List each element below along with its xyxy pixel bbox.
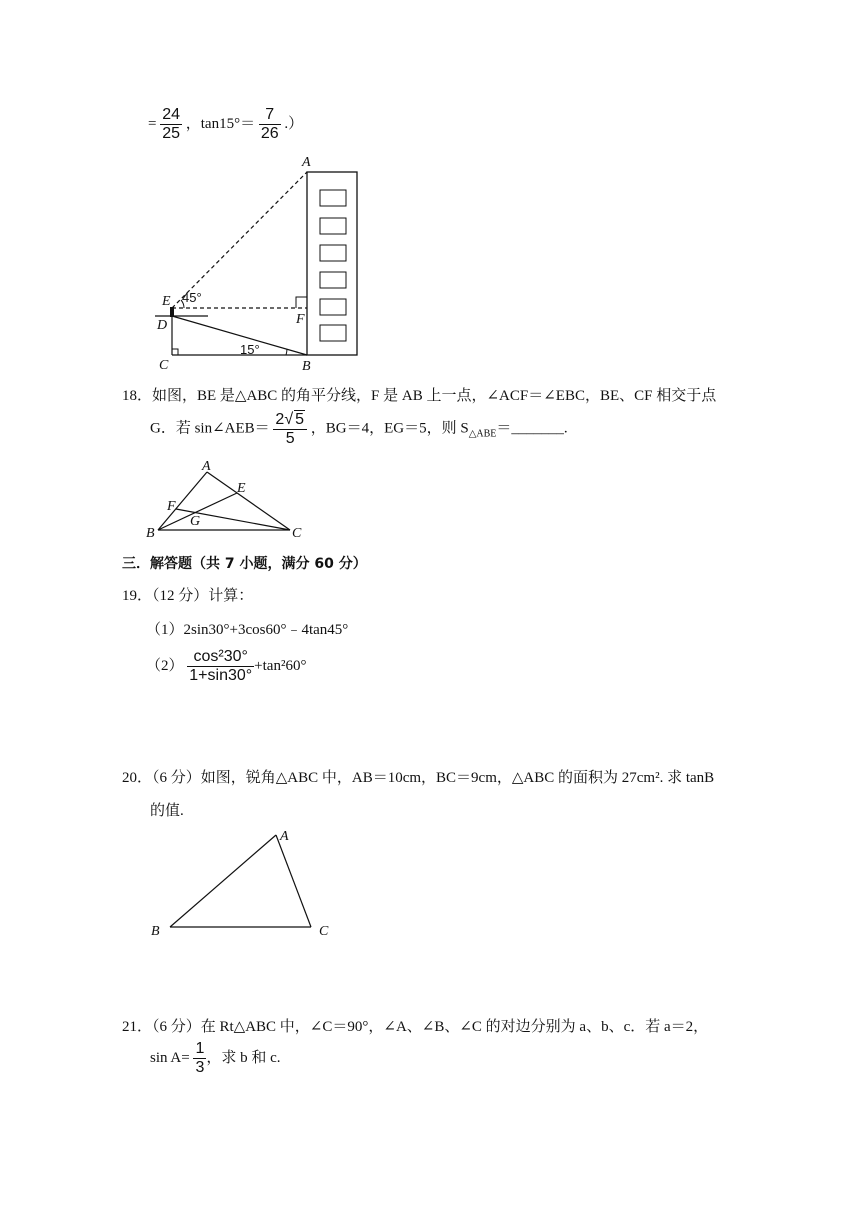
fraction-denominator: 25 xyxy=(162,125,181,142)
window xyxy=(320,272,346,288)
fraction-denominator: 1+sin30° xyxy=(189,667,253,684)
fraction-2root5-over-5 xyxy=(273,410,307,448)
fraction-numerator: cos²30° xyxy=(193,648,248,665)
label-f: F xyxy=(167,499,176,514)
coefficient: 2 xyxy=(275,411,285,428)
prev-question-tail xyxy=(148,106,303,143)
side-ba xyxy=(170,835,276,927)
fraction-1-3 xyxy=(193,1040,206,1077)
side-ac xyxy=(276,835,311,927)
angle-arc-15 xyxy=(286,349,287,355)
sight-line-ea xyxy=(172,172,307,308)
sqrt-sign: √ xyxy=(284,411,294,428)
fraction-numerator xyxy=(273,410,307,429)
right-angle-c xyxy=(172,349,178,355)
fraction-cos-over-sin xyxy=(187,648,254,685)
label-c: C xyxy=(319,924,329,939)
building-figure xyxy=(140,150,380,375)
q20-line2: 的值. xyxy=(150,803,184,819)
q18-line1: 18．如图，BE 是△ABC 的角平分线，F 是 AB 上一点，∠ACF＝∠EBC，BE、CF 相交于点 xyxy=(122,388,717,404)
closing-paren: .） xyxy=(284,115,304,132)
sin-label: sin A= xyxy=(150,1049,190,1066)
radicand: 5 xyxy=(295,411,304,428)
equals-sign: = xyxy=(148,115,157,132)
label-g: G xyxy=(190,514,201,529)
triangle-figure-18 xyxy=(140,455,310,540)
label-a: A xyxy=(202,459,211,474)
label-c: C xyxy=(159,358,169,373)
area-subscript: △ABE xyxy=(468,428,497,440)
label-15: 15° xyxy=(240,342,260,357)
fraction-denominator: 26 xyxy=(260,125,279,142)
q21-tail: ，求 b 和 c. xyxy=(206,1049,281,1066)
part2-label: （2） xyxy=(146,657,184,674)
part2-tail: +tan²60° xyxy=(254,657,307,674)
label-a: A xyxy=(280,829,289,844)
q18-text-a: G．若 sin∠AEB＝ xyxy=(150,420,270,437)
fraction-numerator: 24 xyxy=(162,106,181,123)
q19-part1: （1）2sin30°+3cos60°﹣4tan45° xyxy=(146,622,349,638)
fraction-denominator: 3 xyxy=(195,1059,205,1076)
window xyxy=(320,299,346,315)
label-b: B xyxy=(146,526,155,540)
triangle-figure-20 xyxy=(145,822,345,942)
window xyxy=(320,325,346,341)
fraction-denominator: 5 xyxy=(285,430,295,447)
window xyxy=(320,245,346,261)
label-e: E xyxy=(162,294,171,309)
right-angle-f xyxy=(296,297,307,308)
building xyxy=(307,172,357,355)
q21-line2 xyxy=(150,1040,281,1077)
tan15-text: ，tan15°＝ xyxy=(185,115,256,132)
section-heading: 三．解答题（共 7 小题，满分 60 分） xyxy=(122,556,367,572)
label-d: D xyxy=(157,318,168,333)
label-b: B xyxy=(302,359,311,374)
label-b: B xyxy=(151,924,160,939)
label-45: 45° xyxy=(182,290,202,305)
fraction-numerator: 7 xyxy=(265,106,275,123)
label-a: A xyxy=(302,155,311,170)
observer-post xyxy=(170,307,174,317)
fraction-numerator: 1 xyxy=(195,1040,205,1057)
fraction-24-25 xyxy=(160,106,182,143)
q18-text-b: ，BG＝4，EG＝5，则 S xyxy=(310,420,469,437)
q21-line1: 21．（6 分）在 Rt△ABC 中，∠C＝90°，∠A、∠B、∠C 的对边分别为 a、b、c．若 a＝2， xyxy=(122,1019,709,1035)
label-c: C xyxy=(292,526,302,540)
q19-part2 xyxy=(146,648,306,685)
q19-title: 19．（12 分）计算： xyxy=(122,588,254,604)
label-f: F xyxy=(296,312,305,327)
fraction-7-26 xyxy=(259,106,281,143)
q20-line1: 20．（6 分）如图，锐角△ABC 中，AB＝10cm，BC＝9cm，△ABC 的面积为 27cm². 求 tanB xyxy=(122,770,715,786)
q18-line2 xyxy=(150,410,568,448)
q18-text-c: ＝_______. xyxy=(496,420,568,437)
window xyxy=(320,218,346,234)
window xyxy=(320,190,346,206)
label-e: E xyxy=(237,481,246,496)
